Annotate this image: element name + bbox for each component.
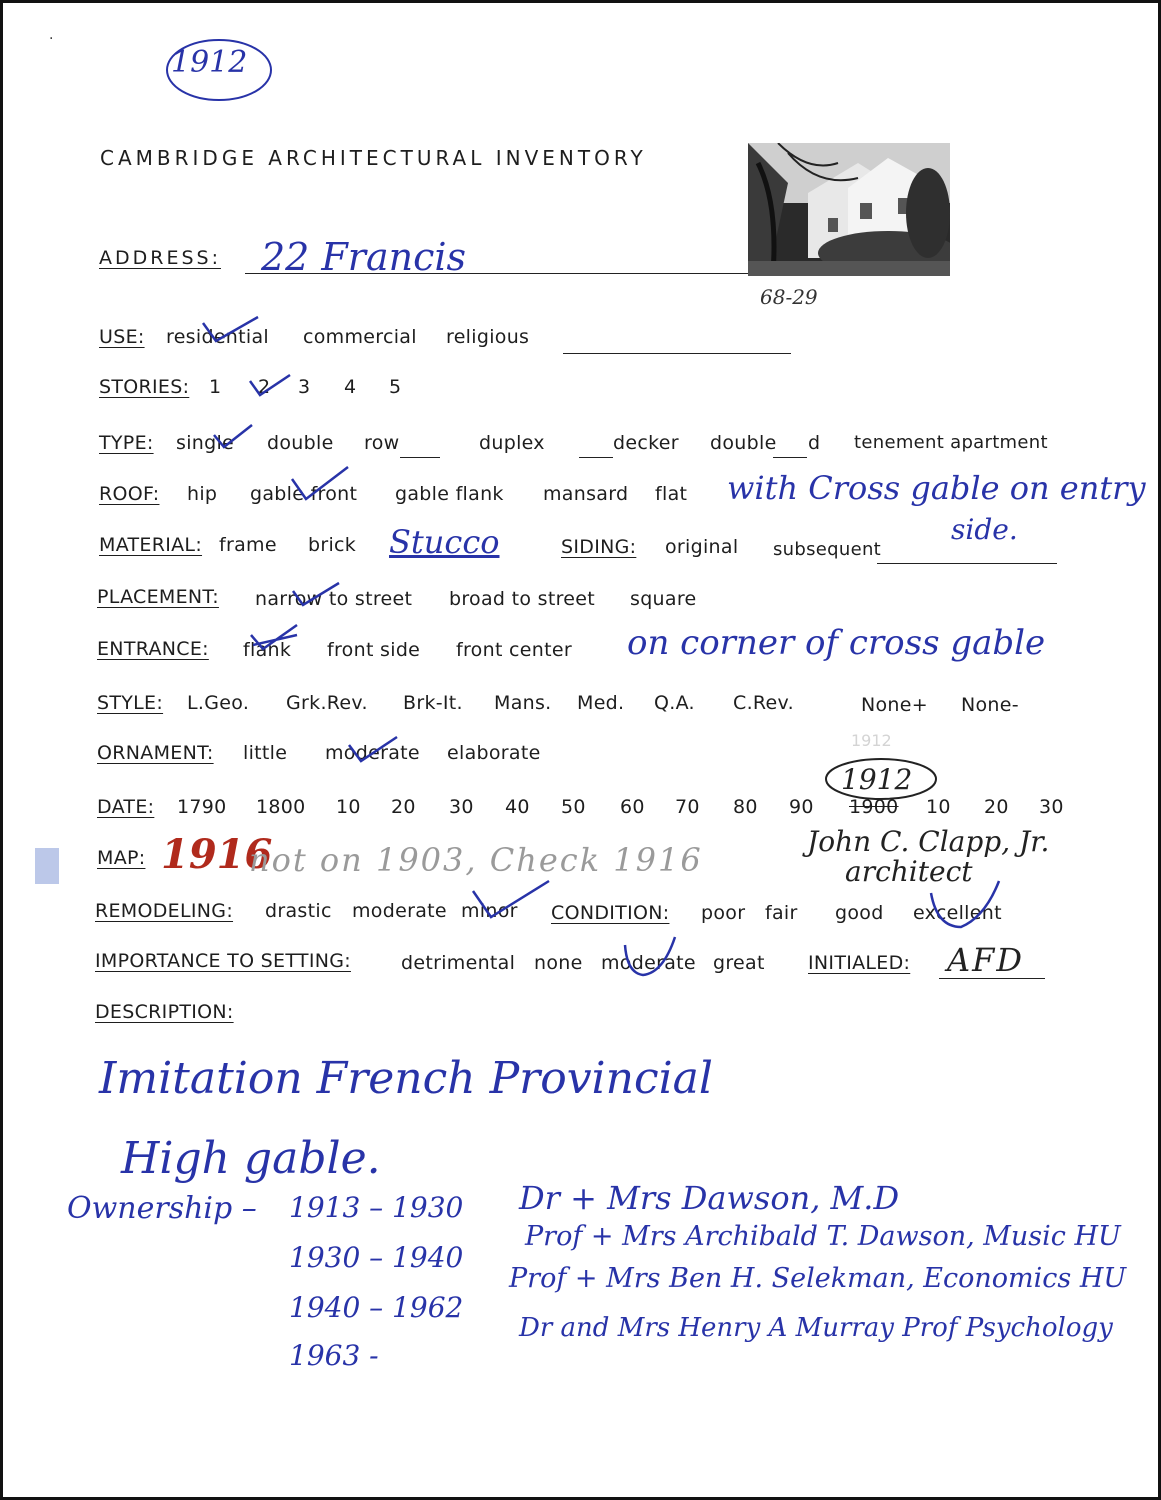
map-label: MAP:: [97, 847, 146, 869]
date-30[interactable]: 30: [449, 796, 474, 818]
ownership-owner-3: Prof + Mrs Ben H. Selekman, Economics HU: [509, 1263, 1127, 1294]
siding-subsequent[interactable]: subsequent: [773, 539, 882, 560]
use-label: USE:: [99, 326, 145, 348]
remodeling-check-mark: [469, 877, 555, 923]
stories-4[interactable]: 4: [344, 376, 357, 398]
condition-poor[interactable]: poor: [701, 902, 746, 924]
date-1910[interactable]: 10: [926, 796, 951, 818]
importance-great[interactable]: great: [713, 952, 765, 974]
stories-5[interactable]: 5: [389, 376, 402, 398]
year-annotation-top: 1912: [171, 45, 248, 80]
condition-label: CONDITION:: [551, 902, 670, 924]
roof-mansard[interactable]: mansard: [543, 483, 629, 505]
ownership-owner-1: Dr + Mrs Dawson, M.D: [519, 1179, 900, 1217]
type-row-blank: [400, 435, 440, 458]
stories-check-mark: [246, 369, 296, 401]
map-note: not on 1903, Check 1916: [249, 841, 703, 879]
blue-tape-mark: [35, 848, 59, 884]
importance-moderate[interactable]: moderate: [601, 952, 696, 974]
stories-3[interactable]: 3: [298, 376, 311, 398]
importance-label: IMPORTANCE TO SETTING:: [95, 950, 351, 972]
ownership-owner-4: Dr and Mrs Henry A Murray Prof Psychology: [519, 1313, 1113, 1343]
roof-flat[interactable]: flat: [655, 483, 688, 505]
description-label: DESCRIPTION:: [95, 1001, 234, 1023]
year-circle-mark: [161, 33, 281, 108]
stories-label: STORIES:: [99, 376, 190, 398]
date-faint-annotation: 1912: [851, 731, 892, 750]
roof-hip[interactable]: hip: [187, 483, 218, 505]
use-check-mark: [198, 309, 268, 349]
date-label: DATE:: [97, 796, 155, 818]
material-brick[interactable]: brick: [308, 534, 357, 556]
type-d[interactable]: d: [808, 432, 821, 454]
remodeling-moderate[interactable]: moderate: [352, 900, 447, 922]
roof-gable-front[interactable]: gable front: [250, 483, 358, 505]
type-single[interactable]: single: [176, 432, 235, 454]
placement-label: PLACEMENT:: [97, 586, 219, 608]
entrance-flank[interactable]: flank: [243, 639, 292, 661]
building-photo: [748, 143, 950, 276]
ownership-years-3: 1940 – 1962: [289, 1291, 464, 1324]
type-double-d[interactable]: double: [710, 432, 777, 454]
ownership-years-1: 1913 – 1930: [289, 1191, 464, 1224]
placement-square[interactable]: square: [630, 588, 697, 610]
condition-good[interactable]: good: [835, 902, 884, 924]
ownership-years-2: 1930 – 1940: [289, 1241, 464, 1274]
date-20[interactable]: 20: [391, 796, 416, 818]
ownership-label: Ownership –: [67, 1191, 257, 1226]
type-double-blank: [773, 435, 807, 458]
description-line2: High gable.: [121, 1133, 381, 1184]
condition-check-mark: [925, 877, 1005, 933]
ornament-moderate[interactable]: moderate: [325, 742, 420, 764]
date-60[interactable]: 60: [620, 796, 645, 818]
type-decker[interactable]: decker: [613, 432, 679, 454]
date-1790[interactable]: 1790: [177, 796, 227, 818]
remodeling-drastic[interactable]: drastic: [265, 900, 332, 922]
type-tenement-apartment[interactable]: tenement apartment: [854, 432, 1048, 453]
entrance-front-side[interactable]: front side: [327, 639, 421, 661]
use-religious[interactable]: religious: [446, 326, 530, 348]
ornament-elaborate[interactable]: elaborate: [447, 742, 541, 764]
photo-number: 68-29: [760, 285, 818, 309]
importance-check-mark: [619, 933, 679, 981]
initialed-label: INITIALED:: [808, 952, 911, 974]
date-1930[interactable]: 30: [1039, 796, 1064, 818]
style-none-minus[interactable]: None-: [961, 694, 1019, 716]
date-80[interactable]: 80: [733, 796, 758, 818]
type-decker-blank: [579, 435, 613, 458]
date-circle-mark: [821, 755, 941, 805]
form-title: CAMBRIDGE ARCHITECTURAL INVENTORY: [100, 146, 647, 170]
map-year-red: 1916: [161, 831, 273, 878]
style-grkrev[interactable]: Grk.Rev.: [286, 692, 368, 714]
remodeling-label: REMODELING:: [95, 900, 234, 922]
stories-2[interactable]: 2: [258, 376, 271, 398]
material-label: MATERIAL:: [99, 534, 203, 556]
entrance-label: ENTRANCE:: [97, 638, 209, 660]
condition-fair[interactable]: fair: [765, 902, 798, 924]
entrance-note: on corner of cross gable: [627, 623, 1046, 663]
remodeling-minor[interactable]: minor: [461, 900, 518, 922]
architect-line2: architect: [845, 855, 973, 888]
address-value: 22 Francis: [261, 235, 467, 279]
date-circled-value: 1912: [841, 763, 913, 796]
initialed-value: AFD: [947, 941, 1024, 979]
condition-excellent[interactable]: excellent: [913, 902, 1002, 924]
address-label: ADDRESS:: [99, 247, 221, 269]
stories-1[interactable]: 1: [209, 376, 222, 398]
siding-label: SIDING:: [561, 536, 637, 558]
roof-label: ROOF:: [99, 483, 160, 505]
stray-mark: ·: [49, 31, 54, 47]
style-lgeo[interactable]: L.Geo.: [187, 692, 250, 714]
architect-line1: John C. Clapp, Jr.: [807, 825, 1050, 858]
style-qa[interactable]: Q.A.: [654, 692, 695, 714]
ornament-check-mark: [345, 733, 401, 767]
ornament-little[interactable]: little: [243, 742, 288, 764]
type-double[interactable]: double: [267, 432, 334, 454]
importance-none[interactable]: none: [534, 952, 583, 974]
roof-check-mark: [288, 463, 354, 505]
ornament-label: ORNAMENT:: [97, 742, 214, 764]
material-frame[interactable]: frame: [219, 534, 277, 556]
style-crev[interactable]: C.Rev.: [733, 692, 794, 714]
use-residential[interactable]: residential: [166, 326, 270, 348]
use-other-line: [563, 353, 791, 354]
type-label: TYPE:: [99, 432, 154, 454]
placement-broad[interactable]: broad to street: [449, 588, 596, 610]
type-duplex[interactable]: duplex: [479, 432, 545, 454]
style-med[interactable]: Med.: [577, 692, 625, 714]
date-1920[interactable]: 20: [984, 796, 1009, 818]
ownership-years-4: 1963 -: [289, 1339, 379, 1372]
importance-detrimental[interactable]: detrimental: [401, 952, 516, 974]
style-brkit[interactable]: Brk-It.: [403, 692, 463, 714]
date-1800[interactable]: 1800: [256, 796, 306, 818]
style-mans[interactable]: Mans.: [494, 692, 552, 714]
siding-blank-line: [877, 563, 1057, 564]
material-value: Stucco: [389, 523, 500, 561]
entrance-strike-mark: [247, 621, 303, 657]
style-label: STYLE:: [97, 692, 164, 714]
roof-gable-flank[interactable]: gable flank: [395, 483, 504, 505]
description-line1: Imitation French Provincial: [99, 1053, 713, 1104]
date-10[interactable]: 10: [336, 796, 361, 818]
ownership-owner-2: Prof + Mrs Archibald T. Dawson, Music HU: [525, 1221, 1121, 1252]
roof-note: with Cross gable on entry: [727, 469, 1146, 507]
roof-note-cont: side.: [951, 513, 1018, 546]
type-row[interactable]: row: [364, 432, 400, 454]
type-check-mark: [210, 421, 258, 453]
placement-narrow[interactable]: narrow to street: [255, 588, 413, 610]
house-photo-image: [748, 143, 950, 276]
placement-check-mark: [289, 579, 343, 611]
use-commercial[interactable]: commercial: [303, 326, 417, 348]
date-50[interactable]: 50: [561, 796, 586, 818]
date-1900[interactable]: 1900: [849, 796, 899, 818]
date-90[interactable]: 90: [789, 796, 814, 818]
style-none-plus[interactable]: None+: [861, 694, 928, 716]
entrance-front-center[interactable]: front center: [456, 639, 572, 661]
date-70[interactable]: 70: [675, 796, 700, 818]
siding-original[interactable]: original: [665, 536, 739, 558]
date-40[interactable]: 40: [505, 796, 530, 818]
